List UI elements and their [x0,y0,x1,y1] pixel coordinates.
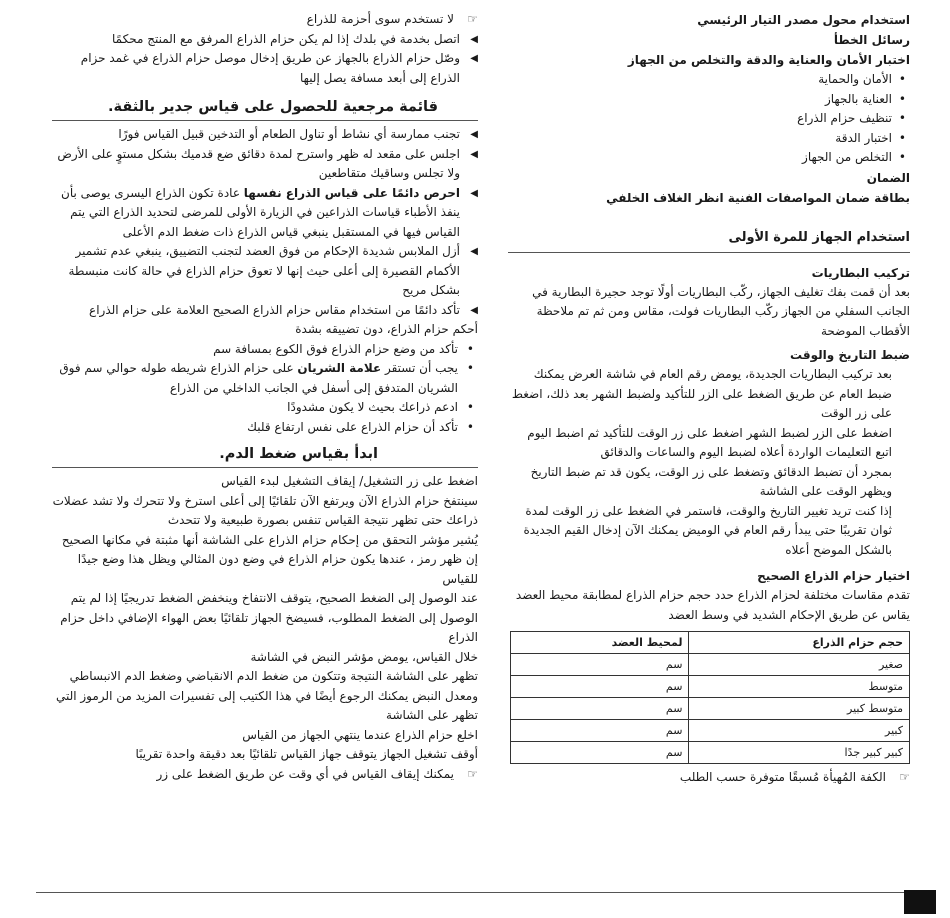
left-column [52,10,478,784]
checklist-title: قائمة مرجعية للحصول على قياس جدير بالثقة. [52,96,478,121]
cuff-sub-list [52,340,478,438]
paragraph: سينتفخ حزام الذراع الآن ويرتفع الآن تلقائيًا إلى أعلى استرخ ولا تتحرك ولا تشد عضلات ذراعك حتى تظهر نتيجة القياس تنفس بصورة طبيعية ولا تتحدث [52,493,478,527]
list-item: ◀ تأكد دائمًا من استخدام مقاس حزام الذراع الصحيح العلامة على حزام الذراع [52,301,478,321]
stop-note [52,765,478,785]
battery-text: بعد أن قمت بفك تغليف الجهاز، ركّب البطاريات أولًا توجد حجيرة البطارية في الجانب السفلي من الجهاز ركّب البطاريات فولت، مقاس ومن ثم تم ملاحظة الأقطاب الموضحة [532,284,910,338]
paragraph: بمجرد أن تضبط الدقائق وتضغط على زر الوقت، يكون قد تم ضبط التاريخ ويظهر الوقت على الشاشة [530,464,892,498]
first-use-title: استخدام الجهاز للمرة الأولى [508,228,910,253]
paragraph: اتبع التعليمات الواردة أعلاه لضبط اليوم والساعات والدقائق [600,445,892,459]
right-column [508,10,910,788]
list-item: ◀ اجلس على مقعد له ظهر واسترح لمدة دقائق ضع قدميك بشكل مستوٍ على الأرض ولا تجلس وساقيك متقاطعين [52,145,478,184]
toc-line: رسائل الخطأ [833,33,910,47]
list-item: ◀ اتصل بخدمة في بلدك إذا لم يكن حزام الذراع المرفق مع المنتج محكمًا [52,30,478,50]
table-cell: صغير [689,654,910,676]
table-cell: كبير [689,720,910,742]
list-item: ◀ تجنب ممارسة أي نشاط أو تناول الطعام أو التدخين قبيل القياس فورًا [52,125,478,145]
warranty-card-line: بطاقة ضمان المواصفات الفنية انظر الغلاف الخلفي [606,190,910,205]
table-cell: سم [511,720,689,742]
list-item [52,184,478,243]
table-note [508,768,910,788]
list-item: ◀ وصّل حزام الذراع بالجهاز عن طريق إدخال موصل حزام الذراع في غمد حزام الذراع إلى أبعد مسافة يصل إليها [52,49,478,88]
datetime-title: ضبط التاريخ والوقت [790,348,910,362]
table-cell: سم [511,654,689,676]
same-arm-bold: احرص دائمًا على قياس الذراع نفسها [243,185,460,200]
list-item: ◀ أزل الملابس شديدة الإحكام من فوق العضد لتجنب التضييق، ينبغي عدم تشمير الأكمام القصيرة إلى أعلى حيث إنها لا تعوق حزام الذراع في حالة كانت منبسطة بشكل مريح [52,242,478,301]
stop-note-text: يمكنك إيقاف القياس في أي وقت عن طريق الضغط على زر [156,766,454,781]
table-row [511,654,910,676]
table-cell: سم [511,698,689,720]
list-item: • ادعم ذراعك بحيث لا يكون مشدودًا [52,398,478,418]
column-header: لمحيط العضد [511,632,689,654]
table-row [511,720,910,742]
measure-paragraphs [52,472,478,765]
table-header-row [511,632,910,654]
column-header: حجم حزام الذراع [689,632,910,654]
artery-pre: يجب أن تستقر [381,361,458,375]
toc-list [508,70,910,168]
list-item: • التخلص من الجهاز [508,148,910,168]
page-number-box [904,890,936,914]
table-cell: سم [511,676,689,698]
cuff-size-table [510,631,910,764]
list-item: • اختبار الدقة [508,129,910,149]
paragraph: اضغط على الزر لضبط الشهر اضغط على زر الوقت للتأكيد ثم اضبط اليوم [527,425,892,440]
table-row [511,676,910,698]
paragraph: أوقف تشغيل الجهاز يتوقف جهاز القياس تلقائيًا بعد دقيقة واحدة تقريبًا [135,747,478,761]
toc-line: استخدام محول مصدر التيار الرئيسي [697,13,910,27]
list-item: • تنظيف حزام الذراع [508,109,910,129]
artery-mark-bold: علامة الشريان [297,361,382,375]
table-cell: متوسط كبير [689,698,910,720]
list-item: • الأمان والحماية [508,70,910,90]
paragraph: بعد تركيب البطاريات الجديدة، يومض رقم العام في شاشة العرض يمكنك ضبط العام عن طريق الضغط على الزر للتأكيد ولضبط الشهر بعد ذلك، اضغط على زر الوقت [511,367,892,420]
datetime-paragraphs [508,365,910,560]
cuff-select-title: اختيار حزام الذراع الصحيح [757,569,910,583]
artery-post: على حزام الذراع شريطه طوله حوالي سم فوق الشريان المتدفق إلى أسفل في الجانب الداخلي من الذراع [59,361,458,395]
cuff-select-text: تقدم مقاسات مختلفة لحزام الذراع حدد حجم حزام الذراع لمطابقة محيط العضد يقاس عن طريق الإحكام الشديد في وسط العضد [515,588,910,622]
cuff-note [52,10,478,30]
table-cell: متوسط [689,676,910,698]
table-cell: كبير كبير جدًا [689,742,910,764]
paragraph: عند الوصول إلى الضغط الصحيح، يتوقف الانتفاخ وينخفض الضغط تدريجيًا إذا لم يتم الوصول إلى الضغط المطلوب، فسيضخ الجهاز تلقائيًا بعض الهواء الإضافي داخل حزام الذراع [60,591,478,644]
list-item [52,359,478,398]
paragraph: خلال القياس، يومض مؤشر النبض في الشاشة [250,649,478,664]
pointing-hand-icon: ☞ [467,766,478,781]
list-item: • العناية بالجهاز [508,90,910,110]
table-row [511,742,910,764]
battery-title: تركيب البطاريات [811,265,910,280]
table-row [511,698,910,720]
paragraph: اخلع حزام الذراع عندما ينتهي الجهاز من القياس [242,727,478,742]
table-cell: سم [511,742,689,764]
table-note-text: الكفة المُهيأة مُسبقًا متوفرة حسب الطلب [679,770,886,784]
pointing-hand-icon: ☞ [467,12,478,26]
cuff-fit-line: أحكم حزام الذراع، دون تضييقه بشدة [295,322,478,336]
cuff-note-text: لا تستخدم سوى أحزمة للذراع [306,12,454,26]
paragraph: اضغط على زر التشغيل/ إيقاف التشغيل لبدء القياس [221,474,478,488]
same-arm-text: عادة تكون الذراع اليسرى يوصى بأن ينفذ الأطباء قياسات الذراعين في الزيارة الأولى للمرضى لتحديد الذراع التي يتم القياس فيها في المستقبل ينبغي قياس الذراع ذات ضغط الدم الأعلى [61,185,460,239]
toc-line: اختبار الأمان والعناية والدقة والتخلص من الجهاز [627,53,910,67]
list-item: • تأكد من وضع حزام الذراع فوق الكوع بمسافة سم [52,340,478,360]
measure-title: ابدأ بقياس ضغط الدم. [52,443,478,468]
footer-rule [36,892,904,893]
checklist [52,125,478,320]
pointing-hand-icon: ☞ [899,770,910,784]
list-item: • تأكد أن حزام الذراع على نفس ارتفاع قلبك [52,418,478,438]
paragraph: إذا كنت تريد تغيير التاريخ والوقت، فاستمر في الضغط على زر الوقت لمدة ثوان تقريبًا حتى يبدأ رقم العام في الوميض يمكنك الآن إدخال القيم الجديدة بالشكل الموضح أعلاه [523,503,892,557]
paragraph: تظهر على الشاشة النتيجة وتتكون من ضغط الدم الانقباضي وضغط الدم الانبساطي ومعدل النبض يمكنك الرجوع أيضًا في هذا الكتيب إلى تفسيرات المزيد من الرموز التي تظهر على الشاشة [55,669,478,722]
service-list [52,30,478,89]
paragraph: يُشير مؤشر التحقق من إحكام حزام الذراع على الشاشة أنها مثبتة في مكانها الصحيح إن ظهر رمز ، عندها يكون حزام الذراع في وضع دون المثالي ويظل هذا وضع جيدًا للقياس [61,532,478,586]
warranty-heading: الضمان [866,170,910,185]
